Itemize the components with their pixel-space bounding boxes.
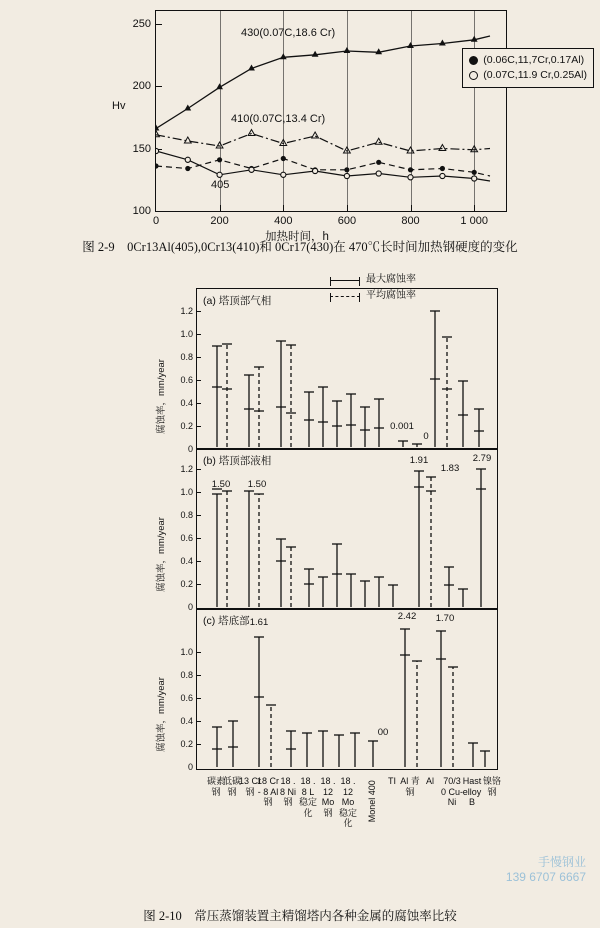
panel-b-annotation-150b: 1.50 <box>247 479 267 490</box>
panel-b-annotation-150a: 1.50 <box>211 479 231 490</box>
panel-c-ytick-04: 0.4 <box>180 716 193 726</box>
xcat-2: 13 Cr 钢 <box>239 776 262 797</box>
panel-c-bars <box>197 609 495 767</box>
panel-a-ytick-08: 0.8 <box>180 352 193 362</box>
figure-2-10-caption: 图 2-10 常压蒸馏装置主精馏塔内各种金属的腐蚀率比较 <box>143 909 457 923</box>
fig29-tick-y0 <box>156 211 162 212</box>
watermark <box>506 855 586 885</box>
fig29-ytick-250: 250 <box>132 17 151 30</box>
fig29-legend-item-1 <box>469 68 587 83</box>
open-circle-icon <box>469 71 478 80</box>
panel-b <box>156 448 498 612</box>
panel-a-ytick-10: 1.0 <box>180 329 193 339</box>
panel-b-annotation-279: 2.79 <box>472 453 492 464</box>
panel-c-annotation-00: 00 <box>377 727 389 738</box>
xcat-6: 18 . 12 Mo 钢 <box>320 776 336 818</box>
panel-c-ytick-10: 1.0 <box>180 647 193 657</box>
panel-a-annotation-0: 0 <box>423 431 429 442</box>
fig210-legend-label-0: 最大腐蚀率 <box>366 274 416 285</box>
panel-a-ylabel: 腐蚀率，mm/year <box>156 359 167 434</box>
panel-a-ytick-02: 0.2 <box>180 421 193 431</box>
panel-c-annotation-170: 1.70 <box>435 613 455 624</box>
panel-b-annotation-191: 1.91 <box>409 455 429 466</box>
panel-a-bars <box>197 289 495 447</box>
panel-c-ytick-02: 0.2 <box>180 739 193 749</box>
panel-a-ytick-0: 0 <box>187 444 193 454</box>
figure-2-9 <box>0 0 600 254</box>
panel-b-ytick-12: 1.2 <box>180 464 193 474</box>
panel-b-annotation-183: 1.83 <box>440 463 460 474</box>
xcat-11: Al <box>425 776 434 786</box>
panel-c-ylabel: 腐蚀率，mm/year <box>156 677 167 752</box>
xcat-0: 碳素钢 <box>206 776 225 797</box>
xcat-3: 18 Cr - 8 Al 钢 <box>257 776 280 807</box>
panel-b-ylabel: 腐蚀率，mm/year <box>156 517 167 592</box>
fig29-legend-label-1: (0.07C,11.9 Cr,0.25Al) <box>483 69 587 81</box>
xcat-10: Al 青铜 <box>400 776 420 797</box>
fig29-y-axis-label: Hv <box>112 100 126 112</box>
xcat-12: 70/30 Cu-Ni <box>441 776 464 807</box>
fig29-ytick-200: 200 <box>132 80 151 92</box>
panel-a-annotation-0001: 0.001 <box>390 421 414 432</box>
fig29-xtick-600: 600 <box>337 215 357 227</box>
panel-b-ytick-0: 0 <box>187 602 193 612</box>
fig29-xtick-400: 400 <box>274 215 293 227</box>
fig29-xtick-0: 0 <box>152 215 160 227</box>
fig29-ytick-100: 100 <box>132 205 151 217</box>
fig29-legend <box>462 48 594 88</box>
panel-a-ytick-04: 0.4 <box>180 398 193 408</box>
xcat-5: 18 . 8 L 稳定化 <box>298 776 317 818</box>
fig29-legend-label-0: (0.06C,11,7Cr,0.17Al) <box>483 54 585 66</box>
fig29-series-svg <box>156 11 506 211</box>
filled-circle-icon <box>469 56 478 65</box>
xcat-14: 镍铬钢 <box>482 776 501 797</box>
panel-c-title: (c) 塔底部 <box>203 615 250 627</box>
panel-b-ytick-08: 0.8 <box>180 510 193 520</box>
fig29-plot-area <box>132 10 507 227</box>
xcat-7: 18 . 12 Mo 稳定化 <box>338 776 357 828</box>
fig210-legend-label-1: 平均腐蚀率 <box>366 290 416 301</box>
xcat-9: TI <box>388 776 396 786</box>
panel-c-ytick-06: 0.6 <box>180 693 193 703</box>
panel-a-title: (a) 塔顶部气相 <box>203 295 272 307</box>
panel-c-ytick-08: 0.8 <box>180 670 193 680</box>
fig210-legend-item-0 <box>330 272 416 288</box>
panel-a-ytick-06: 0.6 <box>180 375 193 385</box>
panel-b-ytick-10: 1.0 <box>180 487 193 497</box>
xcat-1: 低碳钢 <box>222 776 241 797</box>
panel-b-ytick-04: 0.4 <box>180 556 193 566</box>
panel-b-ytick-02: 0.2 <box>180 579 193 589</box>
panel-c <box>156 608 498 772</box>
fig29-annotation-430: 430(0.07C,18.6 Cr) <box>241 27 336 39</box>
fig29-annotation-410: 410(0.07C,13.4 Cr) <box>231 113 326 125</box>
panel-a-ytick-12: 1.2 <box>180 306 193 316</box>
figure-2-9-caption: 图 2-9 0Cr13Al(405),0Cr13(410)和 0Cr17(430)在 470℃长时间加热钢硬度的变化 <box>82 240 518 254</box>
figure-2-10 <box>0 268 600 928</box>
panel-c-annotation-242: 2.42 <box>397 611 417 622</box>
fig29-xtick-1000: 1 000 <box>460 215 488 227</box>
fig29-xtick-800: 800 <box>401 215 420 227</box>
max-rate-bar-icon <box>330 280 360 281</box>
watermark-line-2: 139 6707 6667 <box>505 870 586 884</box>
fig29-legend-item-0 <box>469 53 587 68</box>
panel-c-ytick-0: 0 <box>187 762 193 772</box>
fig29-ytick-150: 150 <box>132 142 151 155</box>
watermark-line-1: 手慢钢业 <box>537 855 586 869</box>
fig29-annotation-405: 405 <box>211 179 230 191</box>
xcat-4: 18 . 8 Ni 钢 <box>279 776 296 807</box>
xcat-13: Hastelloy B <box>462 776 482 807</box>
fig29-x-axis-label: 加热时间，h <box>265 231 329 243</box>
panel-a <box>156 288 498 454</box>
fig29-xtick-200: 200 <box>210 215 229 227</box>
panel-c-annotation-161: 1.61 <box>249 617 269 628</box>
xcat-8: Monel 400 <box>366 780 377 823</box>
panel-b-ytick-06: 0.6 <box>180 533 193 543</box>
panel-b-title: (b) 塔顶部液相 <box>203 455 272 467</box>
